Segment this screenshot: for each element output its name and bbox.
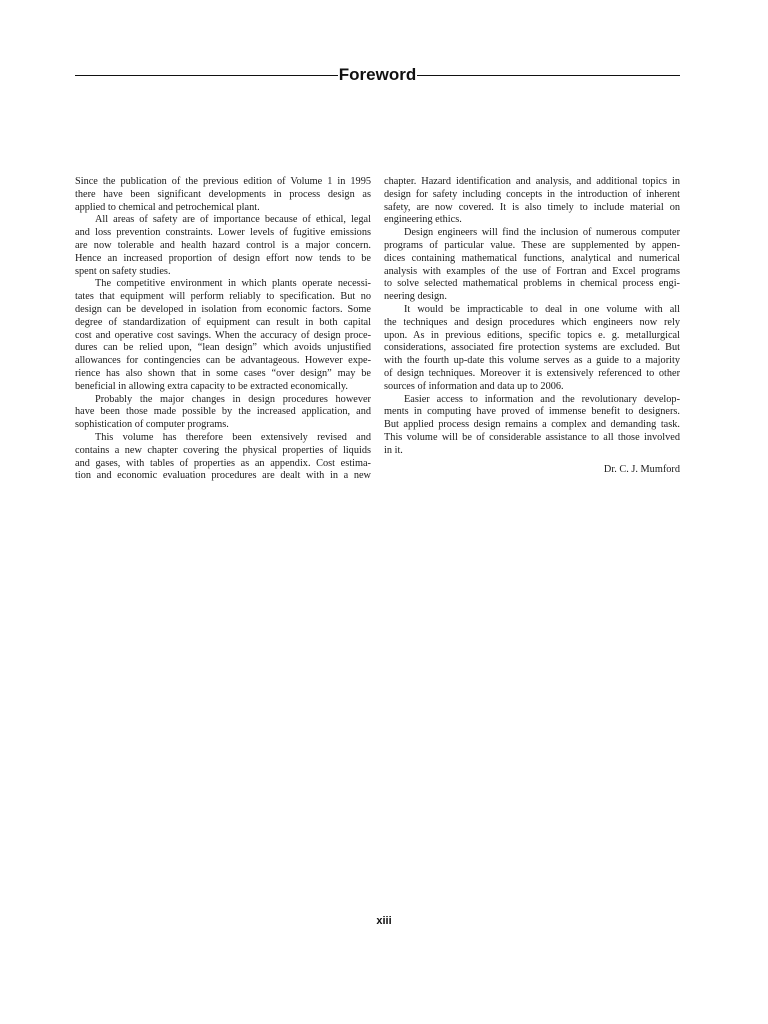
signature: Dr. C. J. Mumford [603, 463, 680, 475]
text-line: safety, are now covered. It is also timely to include material on [384, 201, 680, 213]
text-line: design for safety including concepts in the introduction of inherent [384, 188, 680, 200]
text-line: Probably the major changes in design procedures however [95, 393, 371, 405]
text-line: degree of standardization of equipment can result in both capital [75, 316, 371, 328]
text-line: of design techniques. Moreover it is extensively referenced to other [384, 367, 680, 379]
text-line: design can be developed in isolation from economic factors. Some [75, 303, 371, 315]
text-line: have been those made possible by the increased application, and [75, 406, 371, 418]
text-line: beneficial in allowing extra capacity to be extracted economically. [75, 380, 348, 392]
paragraph [384, 176, 680, 227]
heading-row [75, 62, 680, 88]
right-column [384, 176, 680, 476]
text-line: neering design. [384, 291, 447, 303]
paragraph [384, 304, 680, 394]
text-line: This volume will be of considerable assistance to all those involved [384, 431, 680, 443]
text-line: with the fourth up-date this volume serves as a guide to a majority [384, 355, 680, 367]
text-line: engineering ethics. [384, 214, 462, 226]
left-column [75, 176, 371, 483]
text-line: Design engineers will find the inclusion of numerous computer [404, 227, 680, 239]
text-line: But applied process design remains a complex and demanding task. [384, 419, 680, 431]
text-line: This volume has therefore been extensively revised and [95, 431, 371, 443]
text-line: there have been significant developments in process design as [75, 188, 371, 200]
text-line: dices containing mathematical functions, analytical and numerical [384, 252, 680, 264]
text-line: contains a new chapter covering the physical properties of liquids [75, 444, 371, 456]
text-line: applied to chemical and petrochemical plant. [75, 201, 260, 213]
text-line: The competitive environment in which plants operate necessi- [95, 278, 371, 290]
text-line: are now tolerable and health hazard control is a major concern. [75, 239, 371, 251]
text-line: Since the publication of the previous edition of Volume 1 in 1995 [75, 176, 371, 187]
paragraph [75, 278, 371, 393]
text-line: considerations, associated fire protection systems are excluded. But [384, 342, 680, 354]
text-line: dures can be relied upon, “lean design” which avoids unjustified [75, 342, 371, 354]
text-line: tion and economic evaluation procedures are dealt with in a new [75, 470, 371, 482]
text-line: sophistication of computer programs. [75, 419, 229, 431]
text-line: ments in computing have proved of immense benefit to designers. [384, 406, 680, 418]
page-title: Foreword [338, 65, 417, 84]
text-line: analysis with examples of the use of Fortran and Excel programs [384, 265, 680, 277]
text-line: Easier access to information and the revolutionary develop- [404, 393, 680, 405]
text-line: rience has also shown that in some cases “over design” may be [75, 367, 371, 379]
text-line: programs of particular value. These are supplemented by appen- [384, 239, 680, 251]
heading-rule-left [75, 75, 338, 76]
paragraph [384, 394, 680, 458]
text-line: allowances for contingencies can be advantageous. However expe- [75, 355, 371, 367]
text-line: tates that equipment will perform reliably to specification. But no [75, 291, 371, 303]
paragraph [384, 227, 680, 304]
paragraph [75, 394, 371, 432]
right-column-paragraphs [384, 176, 680, 458]
text-line: cost and operative cost savings. When the accuracy of design proce- [75, 329, 371, 341]
text-line: in it. [384, 444, 403, 456]
paragraph [75, 176, 371, 214]
text-line: chapter. Hazard identification and analysis, and additional topics in [384, 176, 680, 187]
text-line: the techniques and design procedures which engineers now rely [384, 316, 680, 328]
text-line: and gases, with tables of properties as an appendix. Cost estima- [75, 457, 371, 469]
text-line: Hence an increased proportion of design effort now tends to be [75, 252, 371, 264]
text-line: upon. As in previous editions, specific topics e. g. metallurgical [384, 329, 680, 341]
text-line: It would be impracticable to deal in one volume with all [404, 303, 680, 315]
page-number: xiii [376, 915, 392, 927]
paragraph [75, 214, 371, 278]
text-line: to solve selected mathematical problems in chemical process engi- [384, 278, 680, 290]
paragraph [75, 432, 371, 483]
text-line: sources of information and data up to 2006. [384, 380, 564, 392]
text-line: spent on safety studies. [75, 265, 171, 277]
text-line: All areas of safety are of importance because of ethical, legal [95, 214, 371, 226]
heading-rule-right [417, 75, 680, 76]
text-line: and loss prevention constraints. Lower levels of fugitive emissions [75, 227, 371, 239]
